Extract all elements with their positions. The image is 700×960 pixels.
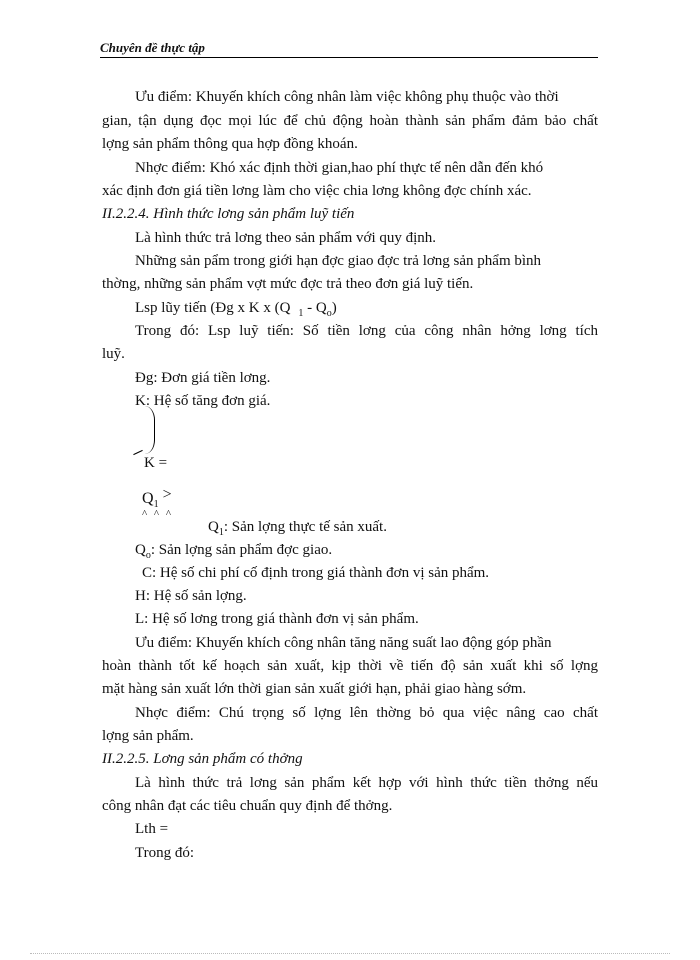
symbol-sub: o — [145, 550, 151, 561]
paragraph-line: mặt hàng sản xuất lớn thời gian sản xuất giới hạn, phải giao hàng sớm. — [102, 681, 527, 697]
paragraph-line: Trong đó: — [135, 845, 195, 861]
paragraph-line — [135, 541, 332, 565]
paragraph-line: Đg: Đơn giá tiền lơng. — [135, 370, 271, 386]
paragraph-line: lợng sản phẩm. — [102, 728, 194, 744]
formula-brace — [144, 406, 155, 454]
formula-fragment — [142, 486, 172, 510]
paragraph-line: H: Hệ số sản lợng. — [135, 588, 247, 604]
paragraph-line: Nhợc điểm: Khó xác định thời gian,hao phí thực tế nên dẫn đến khó — [135, 160, 544, 176]
formula-line: K = — [144, 455, 168, 471]
section-heading: II.2.2.4. Hình thức lơng sản phẩm luỹ tiến — [102, 206, 355, 222]
symbol-text: Q — [208, 519, 219, 535]
paragraph-line: Ưu điểm: Khuyến khích công nhân tăng năng suất lao động góp phần — [135, 635, 552, 651]
page-header: Chuyên đề thực tập — [100, 40, 598, 58]
formula-text: Q — [142, 490, 154, 507]
formula-marks: ^ ^ ^ — [142, 508, 173, 520]
paragraph-line: công nhân đạt các tiêu chuẩn quy định để thởng. — [102, 798, 393, 814]
formula-line: Lth = — [135, 821, 169, 837]
formula-sub: o — [326, 308, 332, 319]
paragraph-line: Trong đó: Lsp luỹ tiến: Số tiền lơng của công nhân hởng lơng tích — [135, 323, 598, 339]
symbol-text: Q — [135, 542, 146, 558]
paragraph-line: Nhợc điểm: Chú trọng số lợng lên thờng bỏ qua việc nâng cao chất — [135, 705, 598, 721]
paragraph-line: L: Hệ số lơng trong giá thành đơn vị sản phẩm. — [135, 611, 419, 627]
formula-text: - Q — [303, 300, 327, 316]
paragraph-line: C: Hệ số chi phí cố định trong giá thành đơn vị sản phẩm. — [142, 565, 490, 581]
paragraph-line: gian, tận dụng đọc mọi lúc để chủ động hoàn thành sản phẩm đảm bảo chất — [102, 113, 598, 129]
formula-text: Lsp lũy tiến (Đg x K x (Q — [135, 300, 291, 316]
definition-text: : Sản lợng sản phẩm đợc giao. — [150, 542, 333, 558]
paragraph-line: thờng, những sản phẩm vợt mức đợc trả theo đơn giá luỹ tiến. — [102, 276, 474, 292]
formula-brace-tick — [133, 450, 142, 455]
paragraph-line: luỹ. — [102, 346, 125, 362]
page-bottom-divider — [30, 953, 670, 954]
symbol-sub: 1 — [218, 527, 224, 538]
paragraph-line: xác định đơn giá tiền lơng làm cho việc chia lơng không đợc chính xác. — [102, 183, 532, 199]
formula-line — [135, 299, 337, 323]
formula-sub: 1 — [298, 308, 304, 319]
paragraph-line: lợng sản phẩm thông qua hợp đồng khoán. — [102, 136, 358, 152]
paragraph-line: Những sản pẩm trong giới hạn đợc giao đợc trả lơng sản phẩm bình — [135, 253, 542, 269]
section-heading: II.2.2.5. Lơng sản phẩm có thởng — [102, 751, 303, 767]
paragraph-line: Ưu điểm: Khuyến khích công nhân làm việc không phụ thuộc vào thời — [135, 89, 559, 105]
formula-text: ) — [331, 300, 337, 316]
paragraph-line: hoàn thành tốt kế hoạch sản xuất, kịp thời về tiến độ sản xuất khi số lợng — [102, 658, 598, 674]
paragraph-line: Là hình thức trả lơng theo sản phẩm với quy định. — [135, 230, 437, 246]
paragraph-line: K: Hệ số tăng đơn giá. — [135, 393, 271, 409]
paragraph-line — [208, 518, 387, 542]
paragraph-line: Là hình thức trả lơng sản phẩm kết hợp với hình thức tiền thởng nếu — [135, 775, 598, 791]
formula-sub: 1 — [153, 499, 159, 511]
formula-text: > — [158, 486, 172, 503]
definition-text: : Sản lợng thực tế sản xuất. — [223, 519, 387, 535]
